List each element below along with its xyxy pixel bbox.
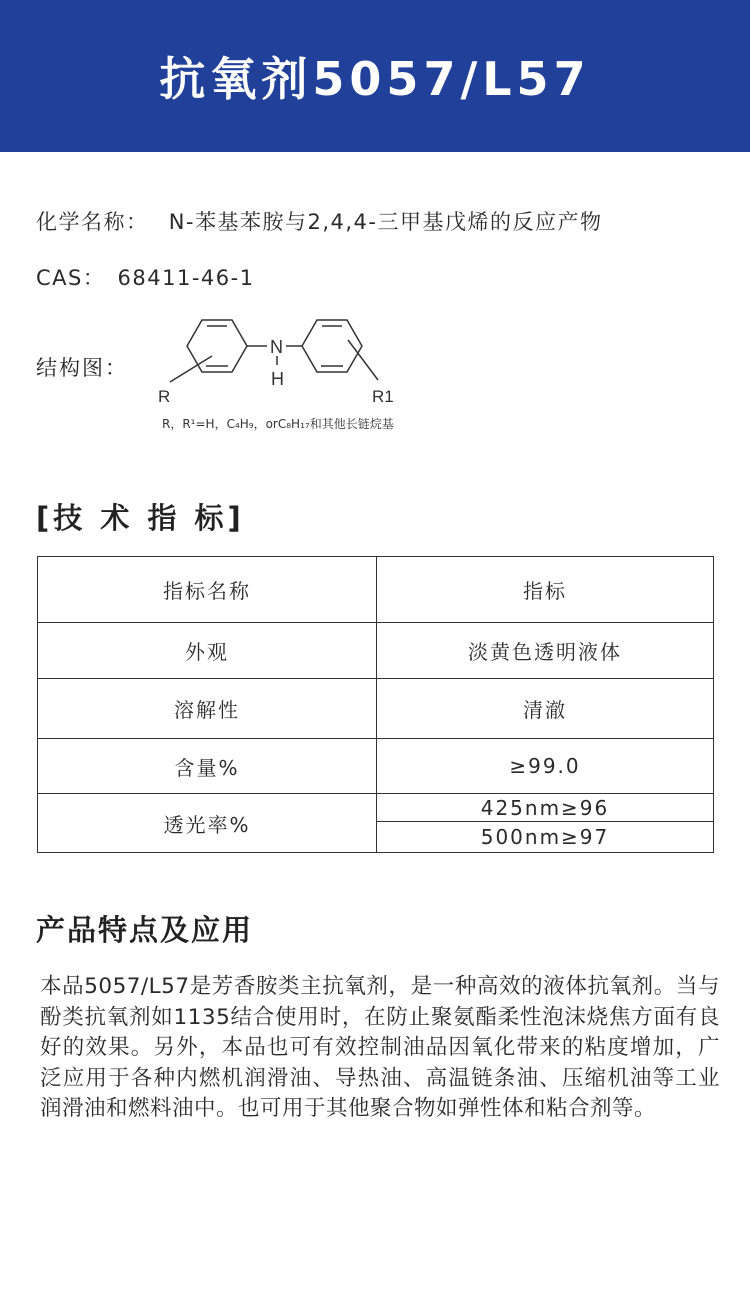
tech-section-title: [技 术 指 标] xyxy=(36,501,245,535)
row-name-cell: 外观 xyxy=(38,623,377,679)
header-name-cell: 指标名称 xyxy=(38,557,377,623)
bond-r xyxy=(170,356,212,382)
row-name-cell: 溶解性 xyxy=(38,679,377,739)
features-section-title: 产品特点及应用 xyxy=(36,913,254,947)
left-benzene-ring xyxy=(187,320,247,372)
structure-label: 结构图： xyxy=(36,356,128,380)
table-row xyxy=(38,679,714,739)
chemical-name-line xyxy=(36,206,602,236)
row-value-cell: ≥99.0 xyxy=(377,739,714,794)
row-value-cell: 425nm≥96 xyxy=(377,794,714,822)
table-row xyxy=(38,623,714,679)
row-value-cell: 淡黄色透明液体 xyxy=(377,623,714,679)
substituent-r: R xyxy=(158,387,171,406)
chemical-name-label: 化学名称： xyxy=(36,210,149,234)
table-header-row xyxy=(38,557,714,623)
atom-h: H xyxy=(271,369,284,389)
cas-label: CAS： xyxy=(36,266,106,290)
bond-r1 xyxy=(348,340,378,380)
structure-diagram xyxy=(150,312,420,442)
cas-value: 68411-46-1 xyxy=(117,266,255,290)
spec-table xyxy=(37,556,714,853)
substituent-r1: R1 xyxy=(372,387,394,406)
features-description: 本品5057/L57是芳香胺类主抗氧剂，是一种高效的液体抗氧剂。当与酚类抗氧剂如1135结合使用时，在防止聚氨酯柔性泡沫烧焦方面有良好的效果。另外，本品也可有效控制油品因氧化带来的粘度增加，广泛应用于各种内燃机润滑油、导热油、高温链条油、压缩机油等工业润滑油和燃料油中。也可用于其他聚合物如弹性体和粘合剂等。 xyxy=(40,974,720,1121)
row-value-cell: 清澈 xyxy=(377,679,714,739)
row-value-cell: 500nm≥97 xyxy=(377,822,714,853)
chemical-name-value: N-苯基苯胺与2,4,4-三甲基戊烯的反应产物 xyxy=(168,210,603,234)
header-value-cell: 指标 xyxy=(377,557,714,623)
structure-caption: R，R¹=H，C₄H₉，orC₈H₁₇和其他长链烷基 xyxy=(162,417,394,431)
page-title: 抗氧剂5057/L57 xyxy=(159,52,591,106)
table-row xyxy=(38,794,714,822)
title-banner xyxy=(0,0,750,152)
cas-line xyxy=(36,262,255,292)
row-name-cell: 含量% xyxy=(38,739,377,794)
table-row xyxy=(38,739,714,794)
atom-n: N xyxy=(270,337,283,357)
row-name-cell: 透光率% xyxy=(38,794,377,853)
